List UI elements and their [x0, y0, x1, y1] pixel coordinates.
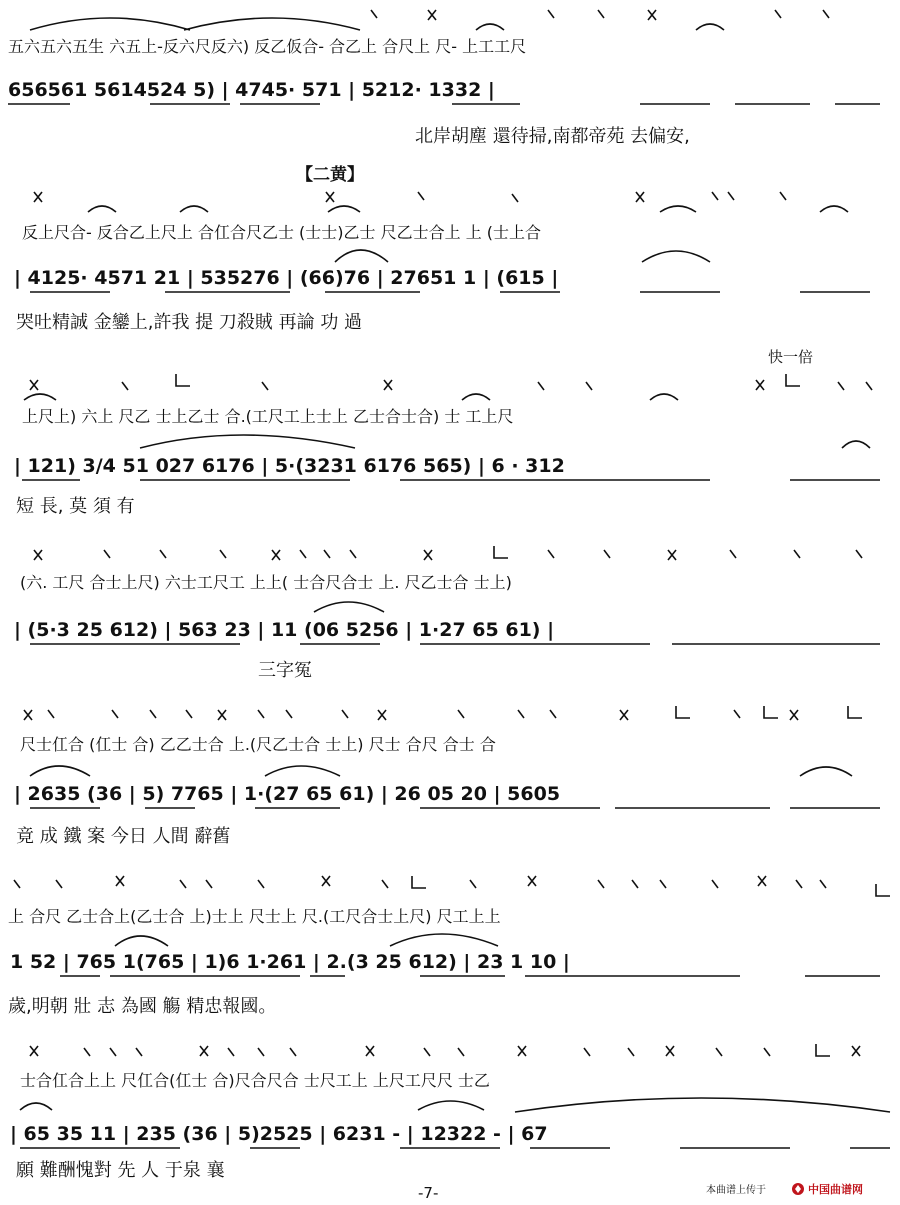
- jianpu-line: | 65 35 11 | 235 (36 | 5)2525 | 6231 - | 12322 - | 67: [10, 1123, 548, 1145]
- gongche-line: 上尺上) 六上 尺乙 士上乙士 合.(工尺工上士上 乙士合士合) 士 工上尺: [22, 407, 514, 426]
- site-name: 中国曲谱网: [808, 1183, 863, 1196]
- jianpu-line: | 4125· 4571 21 | 535276 | (66)76 | 27651 1 | (615 |: [14, 267, 559, 289]
- gongche-line: 反上尺合- 反合乙上尺上 合仜合尺乙士 (士士)乙士 尺乙士合上 上 (士上合: [22, 223, 542, 242]
- lyrics-line: 歲,明朝 壯 志 為國 觴 精忠報國。: [8, 996, 277, 1017]
- lyrics-line: 願 難酬愧對 先 人 于泉 襄: [16, 1160, 225, 1181]
- page-footer: [418, 1182, 863, 1202]
- site-logo-icon: [792, 1183, 804, 1195]
- section-heading: 【二黄】: [296, 165, 364, 185]
- ornament-marks: [30, 10, 829, 30]
- system-7: [10, 1044, 890, 1181]
- lyrics-line: 北岸胡塵 還待掃,南都帝苑 去偏安,: [415, 126, 690, 147]
- system-3: [14, 348, 880, 517]
- gongche-line: 上 合尺 乙士合上(乙士合 上)士上 尺士上 尺.(工尺合士上尺) 尺工上上: [8, 907, 501, 926]
- gongche-line: 尺士仜合 (仜士 合) 乙乙士合 上.(尺乙士合 士上) 尺士 合尺 合士 合: [20, 735, 496, 754]
- upload-credit: 本曲谱上传于: [706, 1185, 766, 1196]
- system-6: [8, 876, 890, 1017]
- jianpu-line: 656561 5614524 5) | 4745· 571 | 5212· 1332 |: [8, 79, 495, 101]
- gongche-line: (六. 工尺 合士上尺) 六士工尺工 上上( 士合尺合士 上. 尺乙士合 士上): [20, 573, 512, 592]
- tempo-marking: 快一倍: [768, 348, 814, 366]
- lyrics-line: 短 長, 莫 須 有: [16, 496, 135, 517]
- system-5: [14, 706, 880, 847]
- page-number: -7-: [418, 1184, 439, 1202]
- jianpu-line: | (5·3 25 612) | 563 23 | 11 (06 5256 | 1·27 65 61) |: [14, 619, 555, 641]
- lyrics-line: 竟 成 鐵 案 今日 人間 辭舊: [16, 826, 231, 847]
- jianpu-line: 1 52 | 765 1(765 | 1)6 1·261 | 2.(3 25 612) | 23 1 10 |: [10, 951, 570, 973]
- jianpu-line: | 2635 (36 | 5) 7765 | 1·(27 65 61) | 26 05 20 | 5605: [14, 783, 561, 805]
- jianpu-line: | 121) 3/4 51 027 6176 | 5·(3231 6176 565) | 6 · 312: [14, 455, 565, 477]
- gongche-line: 五六五六五生 六五上-反六尺反六) 反乙仮合- 合乙上 合尺上 尺- 上工工尺: [8, 37, 527, 56]
- system-4: [14, 546, 880, 681]
- system-1: [8, 10, 880, 147]
- system-2: [14, 164, 870, 333]
- lyrics-line: 三字冤: [258, 660, 312, 681]
- gongche-line: 士合仜合上上 尺仜合(仜士 合)尺合尺合 士尺工上 上尺工尺尺 士乙: [20, 1071, 490, 1090]
- lyrics-line: 哭吐精誠 金鑾上,許我 提 刀殺賊 再論 功 過: [16, 312, 363, 333]
